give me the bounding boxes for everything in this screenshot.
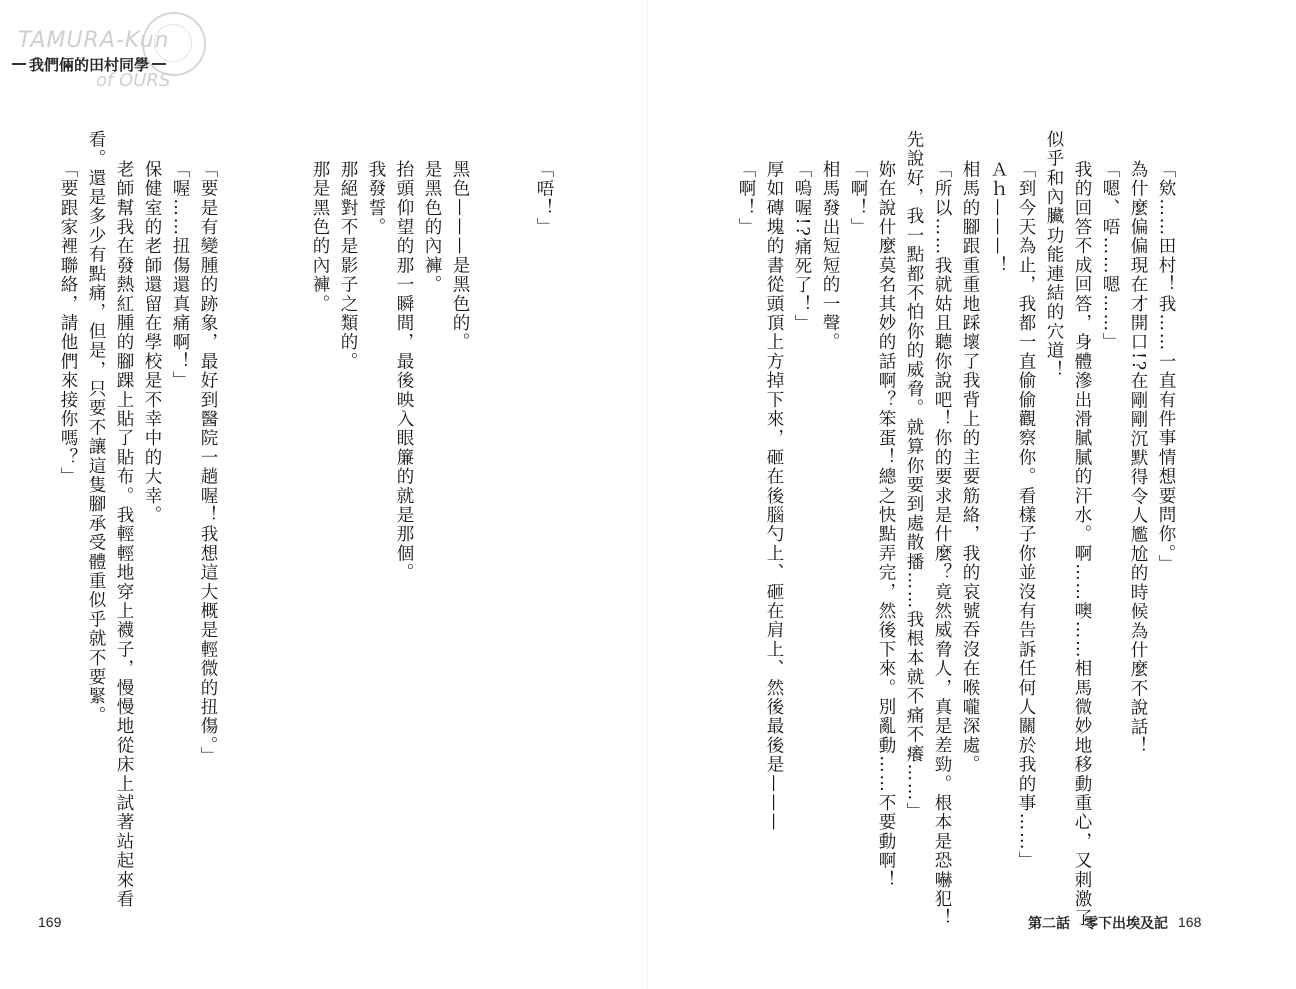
- text-column: 「到今天為止，我都一直偷偷觀察你。看樣子你並沒有告訴任何人關於我的事……」: [1016, 160, 1036, 871]
- text-column: Ａｈ———！: [988, 160, 1008, 276]
- text-column: 「嗚喔!?痛死了！」: [792, 160, 812, 334]
- text-column: 看。還是多少有點痛，但是，只要不讓這隻腳承受體重似乎就不要緊。: [86, 130, 106, 726]
- text-column: 為什麼偏偏現在才開口!?在剛剛沉默得令人尷尬的時候為什麼不說話！: [1128, 160, 1148, 756]
- text-column: 保健室的老師還留在學校是不幸中的大幸。: [142, 160, 162, 525]
- text-column: 相馬的腳跟重重地踩壞了我背上的主要筋絡，我的哀號吞沒在喉嚨深處。: [960, 160, 980, 775]
- text-column: 「所以……我就姑且聽你說吧！你的要求是什麼？竟然威脅人，真是差勁。根本是恐嚇犯！: [932, 160, 952, 928]
- text-column: 我的回答不成回答，身體滲出滑膩膩的汗水。啊……噢……相馬微妙地移動重心，又刺激了: [1072, 160, 1092, 928]
- text-column: 那絕對不是影子之類的。: [338, 160, 358, 372]
- text-column: 是黑色的內褲。: [422, 160, 442, 295]
- text-column: 黑色———是黑色的。: [450, 160, 470, 352]
- text-column: 「喔……扭傷還真痛啊！」: [170, 160, 190, 391]
- text-column: 相馬發出短短的一聲。: [820, 160, 840, 352]
- logo-rule-right: [152, 63, 166, 65]
- text-column: 抬頭仰望的那一瞬間，最後映入眼簾的就是那個。: [394, 160, 414, 583]
- logo-latin-top: TAMURA-Kun: [18, 28, 170, 53]
- logo-title: 我們倆的田村同學: [29, 55, 150, 74]
- text-column: 老師幫我在發熱紅腫的腳踝上貼了貼布。我輕輕地穿上襪子，慢慢地從床上試著站起來看: [114, 160, 134, 909]
- page-number-left: 169: [38, 914, 62, 930]
- chapter-title: 第二話 零下出埃及記: [1028, 916, 1168, 932]
- text-column: 「啊！」: [736, 160, 756, 237]
- text-column: 厚如磚塊的書從頭頂上方掉下來，砸在後腦勺上、砸在肩上、然後最後是———: [764, 160, 784, 832]
- text-column: 我發誓。: [366, 160, 386, 237]
- logo-latin-bottom: of OURS: [96, 70, 171, 91]
- book-gutter: [647, 0, 649, 989]
- text-column: 「唔！」: [534, 160, 554, 237]
- text-column: 妳在說什麼莫名其妙的話啊？笨蛋！總之快點弄完，然後下來。別亂動……不要動啊！: [876, 160, 896, 890]
- text-column: 「要是有變腫的跡象，最好到醫院一趟喔！我想這大概是輕微的扭傷。」: [198, 160, 218, 766]
- text-column: 「嗯、唔……嗯……」: [1100, 160, 1120, 352]
- series-logo: [12, 8, 202, 118]
- text-column: 「啊！」: [848, 160, 868, 237]
- text-column: 似乎和內臟功能連結的穴道！: [1044, 130, 1064, 380]
- text-column: 「要跟家裡聯絡，請他們來接你嗎？」: [58, 160, 78, 487]
- page-number-right: 168: [1178, 914, 1202, 930]
- logo-rule-left: [12, 63, 26, 65]
- text-column: 那是黑色的內褲。: [310, 160, 330, 314]
- text-column: 先說好，我一點都不怕你的威脅。就算你要到處散播……我根本就不痛不癢……」: [904, 130, 924, 822]
- text-column: 「欸……田村！我……一直有件事情想要問你。」: [1156, 160, 1176, 574]
